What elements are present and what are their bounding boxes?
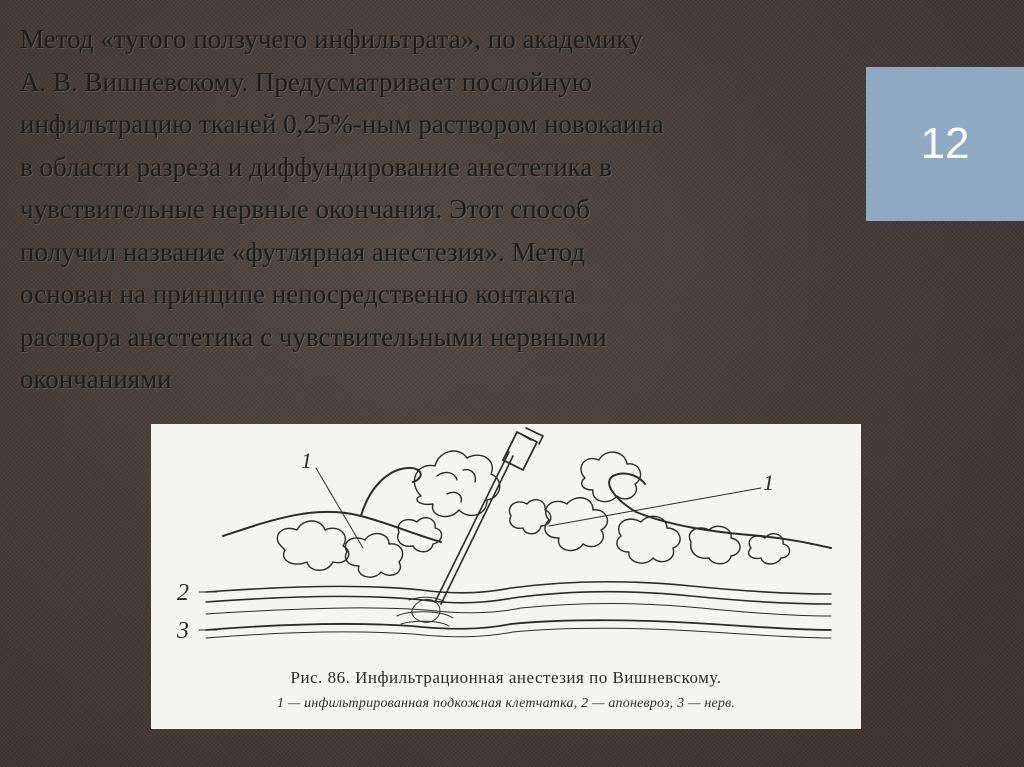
nerve xyxy=(206,628,831,638)
label-3: 3 xyxy=(177,618,189,644)
text-line: раствора анестетика с чувствительными нервными xyxy=(20,321,607,352)
figure-caption-legend: 1 — инфильтрированная подкожная клетчатка, 2 — апоневроз, 3 — нерв. xyxy=(276,696,736,711)
text-line: Метод «тугого ползучего инфильтрата», по академику xyxy=(20,24,643,54)
text-line: окончаниями xyxy=(20,364,172,394)
text-line: А. В. Вишневскому. Предусматривает послойную xyxy=(20,66,593,97)
text-line: основан на принципе непосредственно контакта xyxy=(20,279,576,309)
leader-line-1-left xyxy=(316,468,363,548)
slide-body-text xyxy=(20,18,840,401)
illustration-drawing xyxy=(151,424,861,664)
label-2: 2 xyxy=(177,580,189,606)
text-line: в области разреза и диффундирование анестетика в xyxy=(20,151,612,182)
skin-line xyxy=(636,512,831,548)
figure-caption-title: Рис. 86. Инфильтрационная анестезия по Вишневскому. xyxy=(290,668,722,687)
aponeurosis-layers xyxy=(206,582,831,616)
slide-number-badge xyxy=(866,67,1024,221)
nerve xyxy=(206,620,831,630)
skin-line xyxy=(223,512,441,542)
leader-line-1-right xyxy=(549,488,761,526)
label-1-right: 1 xyxy=(763,470,774,495)
text-line: инфильтрацию тканей 0,25%-ным раствором новокаина xyxy=(20,109,664,139)
text-line: чувствительные нервные окончания. Этот способ xyxy=(20,194,590,224)
slide-number: 12 xyxy=(920,119,970,168)
skin-flap xyxy=(361,468,421,516)
label-1-left: 1 xyxy=(301,448,312,473)
text-line: получил название «футлярная анестезия». Метод xyxy=(20,236,586,267)
anatomy-illustration xyxy=(151,424,861,729)
